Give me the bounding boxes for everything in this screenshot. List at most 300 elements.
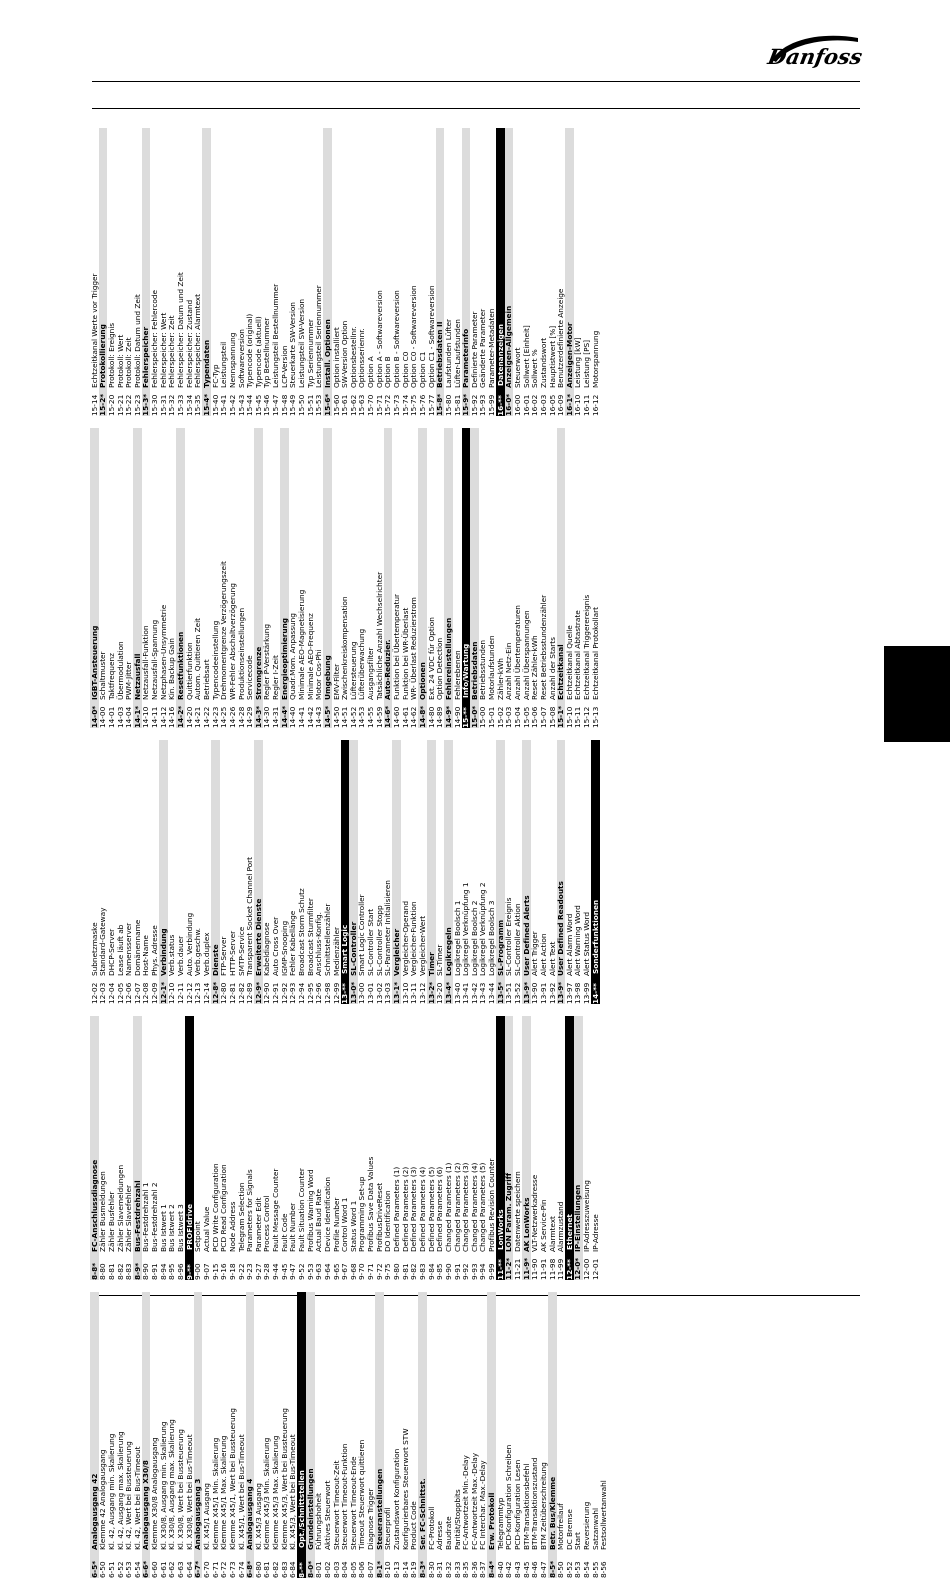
parameter-label: LonWorks bbox=[495, 1209, 505, 1250]
parameter-number: 12-80 bbox=[219, 982, 229, 1004]
parameter-label: FTP-Server bbox=[219, 936, 229, 976]
parameter-number: 8-46 bbox=[530, 1561, 540, 1578]
parameter-number: 6-53 bbox=[124, 1561, 134, 1578]
parameter-label: Domänenname bbox=[132, 919, 142, 976]
parameter-label: Echtzeitkanal Werte vor Trigger bbox=[89, 273, 99, 388]
parameter-number: 15-35 bbox=[193, 394, 203, 416]
parameter-label: Typencode (aktuell) bbox=[253, 316, 263, 388]
parameter-label: Bus Istwert 1 bbox=[158, 1204, 168, 1252]
parameter-number: 6-70 bbox=[201, 1561, 211, 1578]
svg-text:Danfoss: Danfoss bbox=[766, 44, 865, 69]
parameter-number: 14-52 bbox=[348, 706, 358, 728]
parameter-label: Anschluss-Konfig. bbox=[314, 912, 324, 976]
parameter-number: 14-80 bbox=[426, 706, 436, 728]
parameter-number: 16-0* bbox=[504, 393, 514, 416]
parameter-group-heading bbox=[462, 428, 471, 728]
parameter-number: 15-30 bbox=[150, 394, 160, 416]
parameter-label: Changed Parameters (5) bbox=[478, 1162, 488, 1252]
parameter-label: FC-Typ bbox=[210, 364, 220, 388]
parameter-entry bbox=[271, 740, 280, 1004]
parameter-label: Broadcast Sturmfilter bbox=[305, 898, 315, 976]
parameter-number: 13-01 bbox=[366, 982, 376, 1004]
parameter-label: PCD Read Configuration bbox=[219, 1164, 229, 1252]
parameter-number: 14-12 bbox=[158, 706, 168, 728]
parameter-label: Lüftersteuerung bbox=[348, 641, 358, 700]
parameter-number: 6-50 bbox=[98, 1561, 108, 1578]
parameter-label: Definierte Parameter bbox=[469, 311, 479, 388]
parameter-label: Klemme X30/8 Analogausgang bbox=[150, 1437, 160, 1550]
parameter-label: Option A bbox=[366, 356, 376, 388]
parameter-number: 16-1* bbox=[564, 393, 574, 416]
parameter-number: 9-91 bbox=[452, 1263, 462, 1280]
parameter-number: 9-18 bbox=[227, 1263, 237, 1280]
parameter-number: 9-81 bbox=[400, 1263, 410, 1280]
parameter-label: WR- Überlast Reduzierstrom bbox=[409, 597, 419, 700]
parameter-subgroup-heading bbox=[557, 740, 566, 1004]
parameter-number: 9-72 bbox=[374, 1263, 384, 1280]
parameter-number: 14-62 bbox=[409, 706, 419, 728]
parameter-label: Kl. X45/1, Wert bei Bus-Timeout bbox=[236, 1434, 246, 1550]
parameter-label: Steuerwort bbox=[513, 347, 522, 388]
parameter-number: 6-82 bbox=[271, 1561, 281, 1578]
parameter-number: 8-47 bbox=[538, 1561, 548, 1578]
parameter-subgroup-heading bbox=[323, 128, 332, 416]
parameter-entry bbox=[271, 428, 280, 728]
parameter-label: Fault Message Counter bbox=[271, 1168, 281, 1252]
parameter-entry bbox=[297, 428, 306, 728]
parameter-label: Zustandswort Konfiguration bbox=[392, 1448, 402, 1550]
parameter-number: 14-9* bbox=[443, 705, 453, 728]
parameter-label: SL-Controller Stopp bbox=[374, 905, 384, 976]
parameter-label: Logikregel Boolsch 1 bbox=[452, 900, 462, 976]
parameter-label: SL-Timer bbox=[435, 944, 445, 976]
parameter-number: 15-01 bbox=[487, 706, 497, 728]
parameter-number: 13-20 bbox=[435, 982, 445, 1004]
parameter-number: 12-02 bbox=[89, 982, 99, 1004]
parameter-entry bbox=[444, 128, 453, 416]
parameter-label: Defined Parameters (2) bbox=[400, 1166, 410, 1252]
parameter-entry bbox=[125, 428, 134, 728]
parameter-label: Host-Name bbox=[141, 935, 151, 976]
parameter-number: 12-03 bbox=[98, 982, 108, 1004]
parameter-entry bbox=[150, 428, 159, 728]
parameter-subgroup-heading bbox=[392, 740, 401, 1004]
parameter-number: 14-29 bbox=[245, 706, 255, 728]
parameter-label: User Defined Readouts bbox=[556, 881, 566, 976]
parameter-label: Leistung [PS] bbox=[582, 339, 592, 388]
parameter-number: 6-6* bbox=[141, 1560, 151, 1578]
parameter-column bbox=[90, 1292, 608, 1578]
parameter-label: Kl. 42, Wert bei Bus-Timeout bbox=[132, 1446, 142, 1550]
parameter-number: 9-93 bbox=[469, 1263, 479, 1280]
parameter-number: 14-60 bbox=[392, 706, 402, 728]
parameter-label: Kl. X30/8, Wert bei Bus-Timeout bbox=[184, 1434, 194, 1550]
parameter-number: 6-83 bbox=[279, 1561, 289, 1578]
parameter-label: Lüfterüberwachung bbox=[357, 628, 367, 700]
parameter-label: DHCP-Server bbox=[106, 928, 116, 976]
parameter-number: 9-52 bbox=[296, 1263, 306, 1280]
parameter-number: 15-2* bbox=[98, 393, 108, 416]
parameter-number: 8-33 bbox=[452, 1561, 462, 1578]
parameter-number: 9-75 bbox=[383, 1263, 393, 1280]
parameter-column bbox=[90, 740, 600, 1004]
parameter-entry bbox=[297, 740, 306, 1004]
parameter-subgroup-heading bbox=[323, 428, 332, 728]
parameter-number: 8-37 bbox=[478, 1561, 488, 1578]
parameter-number: 13-52 bbox=[513, 982, 522, 1004]
parameter-label: Auto. Verbindung bbox=[184, 912, 194, 976]
parameter-label: Auto Cross Over bbox=[271, 916, 281, 976]
parameter-number: 14-61 bbox=[400, 706, 410, 728]
parameter-entry bbox=[246, 1016, 255, 1280]
parameter-number: 12-92 bbox=[279, 982, 289, 1004]
parameter-entry bbox=[315, 740, 324, 1004]
parameter-entry bbox=[436, 1292, 445, 1578]
parameter-number: 15-73 bbox=[392, 394, 402, 416]
parameter-number: 14-01 bbox=[106, 706, 116, 728]
parameter-number: 9-28 bbox=[262, 1263, 272, 1280]
parameter-label: Satzanwahl bbox=[590, 1507, 600, 1550]
parameter-number: 6-73 bbox=[227, 1561, 237, 1578]
parameter-entry bbox=[107, 428, 116, 728]
parameter-number: 14-4* bbox=[279, 705, 289, 728]
parameter-label: HTTP-Server bbox=[227, 930, 237, 976]
parameter-label: Telegrammtyp bbox=[495, 1497, 505, 1550]
parameter-entry bbox=[220, 428, 229, 728]
parameter-label: Parameter-Metadaten bbox=[487, 308, 497, 388]
top-rule bbox=[92, 81, 860, 82]
parameter-label: Klemme X45/1 Min. Skalierung bbox=[210, 1437, 220, 1550]
parameter-label: Anzahl der Starts bbox=[547, 637, 557, 700]
parameter-label: Reversierung bbox=[582, 1501, 592, 1550]
parameter-number: 15-93 bbox=[478, 394, 488, 416]
parameter-number: 13-41 bbox=[461, 982, 471, 1004]
parameter-label: Leistungsteil Bestellnummer bbox=[271, 283, 281, 388]
parameter-label: Vergleicher-Funktion bbox=[409, 901, 419, 976]
parameter-number: 8-82 bbox=[115, 1263, 125, 1280]
parameter-label: Device Identification bbox=[322, 1176, 332, 1252]
parameter-column bbox=[90, 1016, 600, 1280]
parameter-number: 9-67 bbox=[340, 1263, 350, 1280]
parameter-number: 13-5* bbox=[495, 981, 505, 1004]
parameter-subgroup-heading bbox=[246, 1292, 255, 1578]
parameter-label: Kl. X45/3, Wert bei Bus-Timeout bbox=[288, 1434, 298, 1550]
parameter-label: Echtzeitkanal Triggerereignis bbox=[582, 594, 592, 700]
parameter-label: Fehlerspeicher: Alarmtext bbox=[193, 294, 203, 388]
parameter-number: 9-00 bbox=[193, 1263, 203, 1280]
parameter-number: 12-0* bbox=[573, 1257, 583, 1280]
parameter-label: Telegram Selection bbox=[236, 1182, 246, 1252]
parameter-label: Betriebsdaten bbox=[469, 641, 479, 700]
parameter-number: 16-12 bbox=[590, 394, 600, 416]
parameter-label: Status Word 1 bbox=[348, 1200, 358, 1252]
parameter-label: Option B - Softwareversion bbox=[392, 290, 402, 388]
parameter-entry bbox=[462, 740, 471, 1004]
parameter-number: 8-0* bbox=[305, 1560, 315, 1578]
parameter-number: 12-** bbox=[564, 1259, 574, 1280]
parameter-label: Quadr.Mom. Anpassung bbox=[288, 613, 298, 700]
parameter-number: 15-34 bbox=[184, 394, 194, 416]
parameter-number: 9-82 bbox=[409, 1263, 419, 1280]
parameter-number: 8-42 bbox=[504, 1561, 514, 1578]
parameter-label: Zähler Busmeldungen bbox=[98, 1171, 108, 1252]
parameter-number: 12-07 bbox=[132, 982, 142, 1004]
parameter-label: Produktionseinstellungen bbox=[236, 607, 246, 700]
parameter-entry bbox=[436, 428, 445, 728]
parameter-number: 15-41 bbox=[219, 394, 229, 416]
parameter-number: 15-14 bbox=[89, 394, 99, 416]
parameter-label: Sollwert [Einheit] bbox=[521, 325, 531, 388]
parameter-label: Option C0 - Softwareversion bbox=[409, 285, 419, 388]
parameter-label: Bus-Festdrehzahl 1 bbox=[141, 1182, 151, 1252]
parameter-number: 15-00 bbox=[478, 706, 488, 728]
parameter-number: 16-10 bbox=[573, 394, 583, 416]
parameter-number: 14-89 bbox=[435, 706, 445, 728]
parameter-number: 13-02 bbox=[374, 982, 384, 1004]
parameter-label: Echtzeitkanal Abtastrate bbox=[573, 610, 583, 700]
parameter-number: 15-23 bbox=[132, 394, 142, 416]
parameter-number: 12-94 bbox=[296, 982, 306, 1004]
parameter-number: 16-11 bbox=[582, 394, 592, 416]
parameter-label: SMTP-Service bbox=[236, 926, 246, 976]
parameter-subgroup-heading bbox=[444, 428, 453, 728]
parameter-number: 9-80 bbox=[392, 1263, 402, 1280]
parameter-number: 13-11 bbox=[409, 982, 419, 1004]
parameter-number: 15-99 bbox=[487, 394, 497, 416]
parameter-label: Defined Parameters (5) bbox=[426, 1166, 436, 1252]
parameter-number: 15-07 bbox=[538, 706, 548, 728]
parameter-label: Fault Number bbox=[288, 1202, 298, 1252]
parameter-entry bbox=[246, 428, 255, 728]
parameter-label: Fehlerspeicher: Zustand bbox=[184, 299, 194, 388]
parameter-number: 6-64 bbox=[184, 1561, 194, 1578]
danfoss-logo bbox=[766, 24, 865, 76]
parameter-number: 12-08 bbox=[141, 982, 151, 1004]
parameter-label: Nennspannung bbox=[227, 332, 237, 388]
parameter-label: Adresse bbox=[435, 1521, 445, 1550]
parameter-entry bbox=[418, 128, 427, 416]
parameter-label: Typ Bestellnummer bbox=[262, 317, 272, 388]
parameter-label: SW-Version Option bbox=[340, 320, 350, 388]
parameter-entry bbox=[367, 128, 376, 416]
parameter-number: 15-77 bbox=[426, 394, 436, 416]
parameter-entry bbox=[228, 128, 237, 416]
parameter-label: Logikregel Boolsch 2 bbox=[469, 900, 479, 976]
parameter-label: PCD-Konfiguration Schreiben bbox=[504, 1444, 514, 1550]
parameter-label: Profibus Warning Word bbox=[305, 1169, 315, 1252]
parameter-number: 6-71 bbox=[210, 1561, 220, 1578]
parameter-label: SL-Controller Ereignis bbox=[504, 897, 514, 976]
parameter-label: Funktion bei WR-Überlast bbox=[400, 607, 410, 700]
parameter-label: Sonderfunktionen bbox=[590, 899, 600, 974]
parameter-entry bbox=[462, 1292, 471, 1578]
parameter-entry bbox=[125, 1016, 134, 1280]
parameter-number: 16-00 bbox=[513, 394, 522, 416]
parameter-label: Logikregeln bbox=[443, 927, 453, 976]
parameter-number: 15-10 bbox=[564, 706, 574, 728]
parameter-entry bbox=[315, 128, 324, 416]
parameter-number: 14-16 bbox=[167, 706, 177, 728]
parameter-number: 15-43 bbox=[236, 394, 246, 416]
parameter-entry bbox=[557, 128, 566, 416]
parameter-entry bbox=[323, 1292, 332, 1578]
parameter-number: 15-8* bbox=[435, 393, 445, 416]
parameter-label: Defined Parameters (6) bbox=[435, 1166, 445, 1252]
parameter-label: Zähler Busfehler bbox=[106, 1191, 116, 1252]
parameter-label: Fehlereinstellungen bbox=[443, 617, 453, 700]
parameter-number: 15-42 bbox=[227, 394, 237, 416]
parameter-number: 11-21 bbox=[513, 1258, 522, 1280]
parameter-label: Kl. X30/8, Ausgang min. Skalierung bbox=[158, 1421, 168, 1550]
parameter-label: Analogausgang 3 bbox=[193, 1478, 203, 1550]
parameter-label: Info/Wartung bbox=[461, 643, 471, 698]
parameter-number: 9-07 bbox=[201, 1263, 211, 1280]
parameter-number: 13-42 bbox=[469, 982, 479, 1004]
parameter-number: 12-93 bbox=[288, 982, 298, 1004]
parameter-number: 8-10 bbox=[383, 1561, 393, 1578]
parameter-number: 14-51 bbox=[340, 706, 350, 728]
parameter-number: 11-99 bbox=[556, 1258, 566, 1280]
parameter-number: 12-90 bbox=[262, 982, 272, 1004]
parameter-number: 14-25 bbox=[219, 706, 229, 728]
parameter-number: 16-01 bbox=[521, 394, 531, 416]
parameter-subgroup-heading bbox=[487, 1292, 496, 1578]
parameter-number: 8-5* bbox=[547, 1560, 557, 1578]
parameter-number: 15-80 bbox=[443, 394, 453, 416]
parameter-label: Reset Zähler-kWh bbox=[530, 635, 540, 700]
parameter-number: 8-04 bbox=[340, 1561, 350, 1578]
parameter-number: 6-7* bbox=[193, 1560, 203, 1578]
parameter-number: 8-54 bbox=[582, 1561, 592, 1578]
parameter-number: 15-20 bbox=[106, 394, 116, 416]
parameter-number: 12-06 bbox=[124, 982, 134, 1004]
parameter-number: 15-81 bbox=[452, 394, 462, 416]
parameter-label: Netzausfall-Funktion bbox=[141, 625, 151, 700]
parameter-label: Datenwerte speichern bbox=[513, 1171, 522, 1252]
parameter-number: 15-48 bbox=[279, 394, 289, 416]
parameter-number: 15-13 bbox=[590, 706, 600, 728]
parameter-label: IGMP-Snooping bbox=[279, 920, 289, 976]
parameter-entry bbox=[539, 1016, 548, 1280]
parameter-number: 15-45 bbox=[253, 394, 263, 416]
parameter-label: Kl. 42, Wert bei Bussteuerung bbox=[124, 1441, 134, 1550]
parameter-entry bbox=[436, 740, 445, 1004]
parameter-number: 15-75 bbox=[409, 394, 419, 416]
parameter-label: Steueranstellungen bbox=[374, 1468, 384, 1550]
parameter-number: 15-02 bbox=[495, 706, 505, 728]
parameter-number: 14-42 bbox=[305, 706, 315, 728]
parameter-label: Changed Parameters (3) bbox=[461, 1162, 471, 1252]
parameter-number: 14-90 bbox=[452, 706, 462, 728]
parameter-number: 6-74 bbox=[236, 1561, 246, 1578]
parameter-number: 15-22 bbox=[124, 394, 134, 416]
parameter-label: Leistungsteil SW-Version bbox=[296, 298, 306, 388]
parameter-label: Namensserver bbox=[124, 922, 134, 976]
parameter-entry bbox=[271, 1016, 280, 1280]
parameter-label: Klemme 42 Analogausgang bbox=[98, 1449, 108, 1550]
parameter-entry bbox=[539, 740, 548, 1004]
parameter-label: Aktives Steuerwort bbox=[322, 1480, 332, 1550]
parameter-entry bbox=[591, 428, 600, 728]
parameter-label: Typencode (original) bbox=[245, 313, 255, 388]
parameter-number: 9-23 bbox=[245, 1263, 255, 1280]
parameter-number: 14-43 bbox=[314, 706, 324, 728]
parameter-label: Taktfrequenz bbox=[106, 653, 116, 700]
parameter-entry bbox=[271, 128, 280, 416]
parameter-entry bbox=[591, 1016, 600, 1280]
parameter-label: Optionsseriennr. bbox=[357, 328, 367, 388]
parameter-number: 15-62 bbox=[348, 394, 358, 416]
parameter-number: 8-4* bbox=[487, 1560, 497, 1578]
parameter-label: Betriebsdaten II bbox=[435, 321, 445, 388]
parameter-label: Fehlerspeicher: Datum und Zeit bbox=[176, 272, 186, 388]
parameter-label: Sollwert % bbox=[530, 349, 540, 388]
parameter-label: Steuerwort Timeout-Ende bbox=[348, 1456, 358, 1550]
parameter-number: 8-90 bbox=[141, 1263, 151, 1280]
parameter-subgroup-heading bbox=[462, 128, 471, 416]
parameter-number: 15-21 bbox=[115, 394, 125, 416]
parameter-number: 15-0* bbox=[469, 705, 479, 728]
parameter-entry bbox=[487, 1016, 496, 1280]
parameter-number: 12-05 bbox=[115, 982, 125, 1004]
parameter-number: 13-4* bbox=[443, 981, 453, 1004]
parameter-label: Transparent Socket Channel Port bbox=[245, 857, 255, 976]
parameter-label: Anzahl Netz-Ein bbox=[504, 642, 514, 700]
parameter-entry bbox=[557, 1292, 566, 1578]
parameter-number: 8-07 bbox=[366, 1561, 376, 1578]
parameter-label: Alert Action bbox=[538, 933, 548, 976]
parameter-label: Fehlerspeicher: Wert bbox=[158, 312, 168, 388]
parameter-entry bbox=[228, 428, 237, 728]
parameter-label: Bus-Festdrehzahl bbox=[132, 1180, 142, 1252]
parameter-number: 9-83 bbox=[417, 1263, 427, 1280]
parameter-label: Servicecode bbox=[245, 655, 255, 700]
parameter-number: 12-8* bbox=[210, 981, 220, 1004]
parameter-number: 12-00 bbox=[582, 1258, 592, 1280]
parameter-number: 13-0* bbox=[348, 981, 358, 1004]
parameter-number: 8-01 bbox=[314, 1561, 324, 1578]
parameter-entry bbox=[367, 1292, 376, 1578]
parameter-label: Fehlerspeicher bbox=[141, 326, 151, 388]
parameter-number: 14-28 bbox=[236, 706, 246, 728]
parameter-label: Fehlerspeicher: Zeit bbox=[167, 315, 177, 388]
parameter-number: 15-** bbox=[461, 707, 471, 728]
parameter-number: 8-1* bbox=[374, 1560, 384, 1578]
parameter-number: 14-04 bbox=[124, 706, 134, 728]
parameter-number: 14-3* bbox=[253, 705, 263, 728]
parameter-number: 13-98 bbox=[573, 982, 583, 1004]
parameter-label: Analogausgang 42 bbox=[89, 1473, 99, 1550]
parameter-label: Lease läuft ab bbox=[115, 924, 125, 976]
parameter-label: Verb.duplex bbox=[201, 932, 211, 976]
parameter-label: Diagnose Trigger bbox=[366, 1488, 376, 1550]
parameter-label: Parameterinfo bbox=[461, 328, 471, 388]
parameter-number: 15-70 bbox=[366, 394, 376, 416]
parameter-number: 9-70 bbox=[357, 1263, 367, 1280]
parameter-label: Zähler Slavefehler bbox=[124, 1184, 134, 1252]
parameter-number: 15-74 bbox=[400, 394, 410, 416]
parameter-label: Medienzähler bbox=[331, 926, 341, 976]
parameter-entry bbox=[487, 740, 496, 1004]
parameter-number: 13-40 bbox=[452, 982, 462, 1004]
parameter-number: 8-3* bbox=[417, 1560, 427, 1578]
parameter-entry bbox=[150, 1016, 159, 1280]
parameter-number: 9-64 bbox=[322, 1263, 332, 1280]
parameter-number: 8-40 bbox=[495, 1561, 505, 1578]
parameter-label: Schnittstellenzähler bbox=[322, 903, 332, 976]
parameter-number: 12-09 bbox=[150, 982, 160, 1004]
parameter-label: BTM-Transaktionszustand bbox=[530, 1457, 540, 1550]
